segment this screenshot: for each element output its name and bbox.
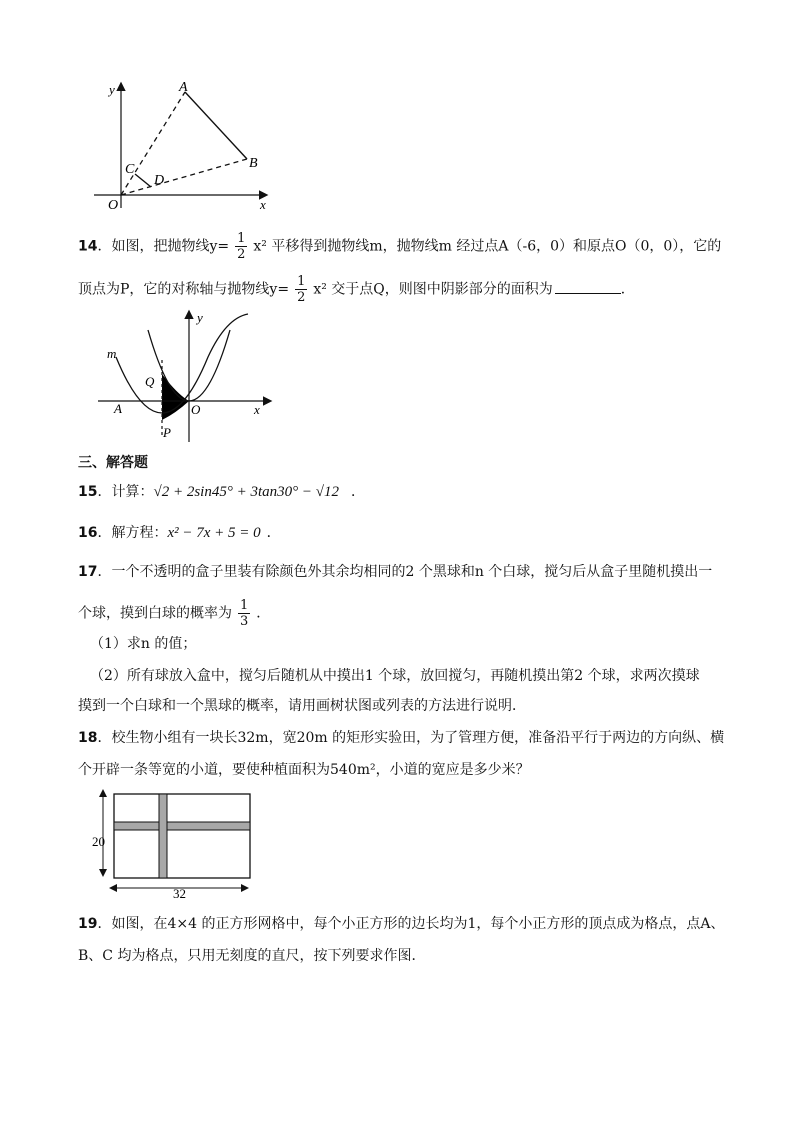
q19-number: 19 xyxy=(78,916,98,932)
q17-sub2-line2: 摸到一个白球和一个黑球的概率，请用画树状图或列表的方法进行说明． xyxy=(78,698,526,714)
height-label: 20 xyxy=(92,834,105,849)
horizontal-path xyxy=(114,822,250,830)
label-b: B xyxy=(249,156,258,171)
q16-expression: x² − 7x + 5 = 0 xyxy=(167,525,261,541)
q19-text-1: ．如图，在4×4 的正方形网格中，每个小正方形的边长均为1，每个小正方形的顶点成为格点，点A、 xyxy=(97,916,725,932)
triangle-figure xyxy=(88,78,278,213)
q17-number: 17 xyxy=(78,564,98,580)
q17-text-3: ． xyxy=(256,605,271,622)
q16-text: ．解方程： xyxy=(97,525,168,541)
q14-text-d: x² 交于点Q，则图中阴影部分的面积为 xyxy=(313,281,553,298)
q17-line1 xyxy=(78,562,712,582)
answer-blank xyxy=(555,279,621,294)
q17-text-2: 个球，摸到白球的概率为 xyxy=(78,605,232,622)
width-label: 32 xyxy=(173,886,186,900)
q17-text-1: ．一个不透明的盒子里装有除颜色外其余均相同的2 个黑球和n 个白球，搅匀后从盒子里随机摸出一 xyxy=(97,564,713,580)
q14-text-c: 顶点为P，它的对称轴与抛物线y= xyxy=(78,281,290,298)
section-heading: 三、解答题 xyxy=(78,455,148,471)
q17-sub2-line1: （2）所有球放入盒中，搅匀后随机从中摸出1 个球，放回搅匀，再随机摸出第2 个球，求两次摸球 xyxy=(90,668,700,684)
field-figure xyxy=(86,788,258,900)
q19-line2: B、C 均为格点，只用无刻度的直尺，按下列要求作图． xyxy=(78,948,426,964)
segment-ab xyxy=(185,92,247,159)
q14-fraction-1: $\frac{1}{2}$ xyxy=(237,231,246,262)
label-y: y xyxy=(197,310,203,325)
q14-number: 14 xyxy=(78,238,98,255)
label-p: P xyxy=(163,425,171,440)
q18-number: 18 xyxy=(78,730,98,746)
parabola-figure xyxy=(96,308,281,446)
q17-line2 xyxy=(78,598,270,629)
q15-text: ．计算： xyxy=(97,484,154,500)
label-c: C xyxy=(125,162,135,177)
q17-fraction: $\frac{1}{3}$ xyxy=(240,598,249,629)
q14-line1 xyxy=(78,231,721,262)
label-a: A xyxy=(179,80,188,95)
q15-line xyxy=(78,482,365,502)
label-a: A xyxy=(114,401,122,416)
q16-end: ． xyxy=(266,525,281,541)
q14-text-a: ．如图，把抛物线y= xyxy=(97,238,230,255)
label-x: x xyxy=(254,402,260,417)
field-rectangle xyxy=(114,794,250,878)
segment-cd xyxy=(135,174,151,187)
q16-line xyxy=(78,523,281,543)
q14-text-e: ． xyxy=(620,281,635,298)
label-o: O xyxy=(108,198,119,213)
q18-text-1: ．校生物小组有一块长32m，宽20m 的矩形实验田，为了管理方便，准备沿平行于两边的方向纵、横 xyxy=(97,730,725,746)
q19-line1 xyxy=(78,914,725,934)
q14-line2 xyxy=(78,274,635,305)
q15-end: ． xyxy=(351,484,365,500)
label-d: D xyxy=(154,173,165,188)
label-y: y xyxy=(109,82,115,97)
label-q: Q xyxy=(145,374,155,389)
vertical-path xyxy=(159,794,167,878)
label-o: O xyxy=(191,402,201,417)
q16-number: 16 xyxy=(78,525,98,541)
label-x: x xyxy=(260,197,266,212)
q14-text-b: x² 平移得到抛物线m，抛物线m 经过点A（-6，0）和原点O（0，0），它的 xyxy=(253,238,722,255)
segment-ob xyxy=(121,159,247,195)
q18-line1 xyxy=(78,728,724,748)
q17-sub1: （1）求n 的值； xyxy=(90,636,197,652)
label-m: m xyxy=(107,346,117,361)
q15-expression: √2 + 2sin45° + 3tan30° − √12 xyxy=(153,484,339,500)
q18-line2: 个开辟一条等宽的小道，要使种植面积为540m²，小道的宽应是多少米？ xyxy=(78,762,530,778)
q15-number: 15 xyxy=(78,484,98,500)
q14-fraction-2: $\frac{1}{2}$ xyxy=(297,274,306,305)
